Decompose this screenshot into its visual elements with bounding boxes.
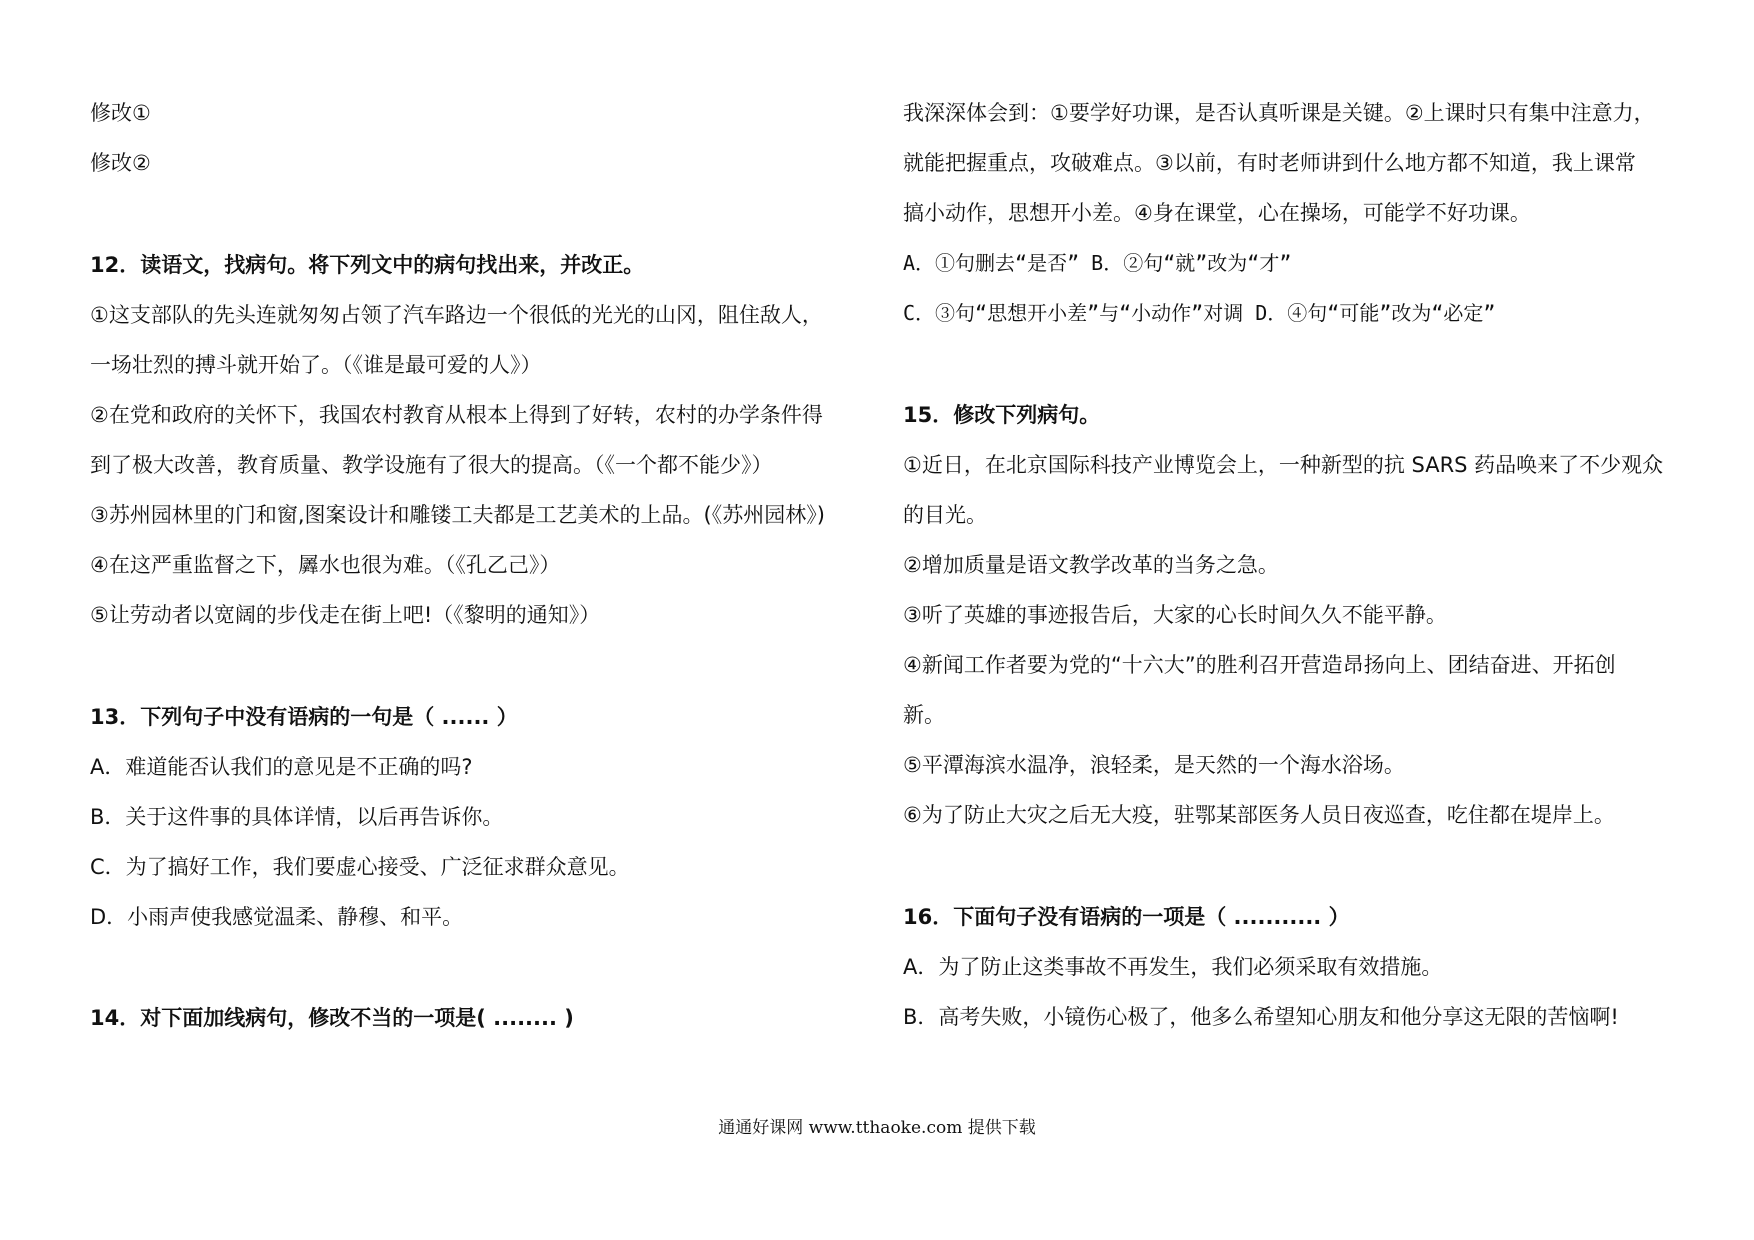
q13-option-a: A．难道能否认我们的意见是不正确的吗? (90, 755, 473, 779)
q15-line: ④新闻工作者要为党的“十六大”的胜利召开营造昂扬向上、团结奋进、开拓创 (903, 653, 1616, 677)
q12-line: ①这支部队的先头连就匆匆占领了汽车路边一个很低的光光的山冈，阻住敌人， (90, 303, 823, 327)
q13-option-d: D．小雨声使我感觉温柔、静穆、和平。 (90, 905, 464, 929)
q14-options-ab: A．①句删去“是否” B．②句“就”改为“才” (903, 251, 1292, 275)
q12-line: ②在党和政府的关怀下，我国农村教育从根本上得到了好转，农村的办学条件得 (90, 403, 823, 427)
question-12-title: 12．读语文，找病句。将下列文中的病句找出来，并改正。 (90, 253, 645, 277)
q16-option-a: A．为了防止这类事故不再发生，我们必须采取有效措施。 (903, 955, 1443, 979)
q15-line: ①近日，在北京国际科技产业博览会上，一种新型的抗 SARS 药品唤来了不少观众 (903, 453, 1664, 477)
q14-options-cd: C．③句“思想开小差”与“小动作”对调 D．④句“可能”改为“必定” (903, 301, 1496, 325)
question-13-title: 13．下列句子中没有语病的一句是（ ...... ） (90, 705, 518, 729)
q14-passage-line: 我深深体会到：①要学好功课，是否认真听课是关键。②上课时只有集中注意力， (903, 101, 1655, 125)
q16-option-b: B．高考失败，小镜伤心极了，他多么希望知心朋友和他分享这无限的苦恼啊! (903, 1005, 1619, 1029)
fix-label-2: 修改② (90, 151, 151, 175)
question-16-title: 16．下面句子没有语病的一项是（ ........... ） (903, 905, 1350, 929)
q15-line: 的目光。 (903, 503, 987, 527)
q15-line: ⑥为了防止大灾之后无大疫，驻鄂某部医务人员日夜巡查，吃住都在堤岸上。 (903, 803, 1615, 827)
footer-source: 通通好课网 www.tthaoke.com 提供下载 (718, 1118, 1036, 1138)
question-14-title: 14．对下面加线病句，修改不当的一项是( ........ ) (90, 1006, 574, 1030)
q13-option-c: C．为了搞好工作，我们要虚心接受、广泛征求群众意见。 (90, 855, 630, 879)
fix-label-1: 修改① (90, 101, 151, 125)
q14-passage-line: 就能把握重点，攻破难点。③以前，有时老师讲到什么地方都不知道，我上课常 (903, 151, 1636, 175)
q12-line: 一场壮烈的搏斗就开始了。（《谁是最可爱的人》） (90, 353, 542, 377)
q15-line: ⑤平潭海滨水温净，浪轻柔，是天然的一个海水浴场。 (903, 753, 1405, 777)
q15-line: ②增加质量是语文教学改革的当务之急。 (903, 553, 1279, 577)
q12-line: ④在这严重监督之下，羼水也很为难。（《孔乙己》） (90, 553, 561, 577)
q13-option-b: B．关于这件事的具体详情，以后再告诉你。 (90, 805, 504, 829)
q15-line: ③听了英雄的事迹报告后，大家的心长时间久久不能平静。 (903, 603, 1447, 627)
q12-line: 到了极大改善，教育质量、教学设施有了很大的提高。（《一个都不能少》） (90, 453, 773, 477)
question-15-title: 15．修改下列病句。 (903, 403, 1101, 427)
q14-passage-line: 搞小动作，思想开小差。④身在课堂，心在操场，可能学不好功课。 (903, 201, 1531, 225)
q12-line: ⑤让劳动者以宽阔的步伐走在街上吧!（《黎明的通知》） (90, 603, 601, 627)
q15-line: 新。 (903, 703, 945, 727)
q12-line: ③苏州园林里的门和窗,图案设计和雕镂工夫都是工艺美术的上品。(《苏州园林》) (90, 503, 825, 527)
